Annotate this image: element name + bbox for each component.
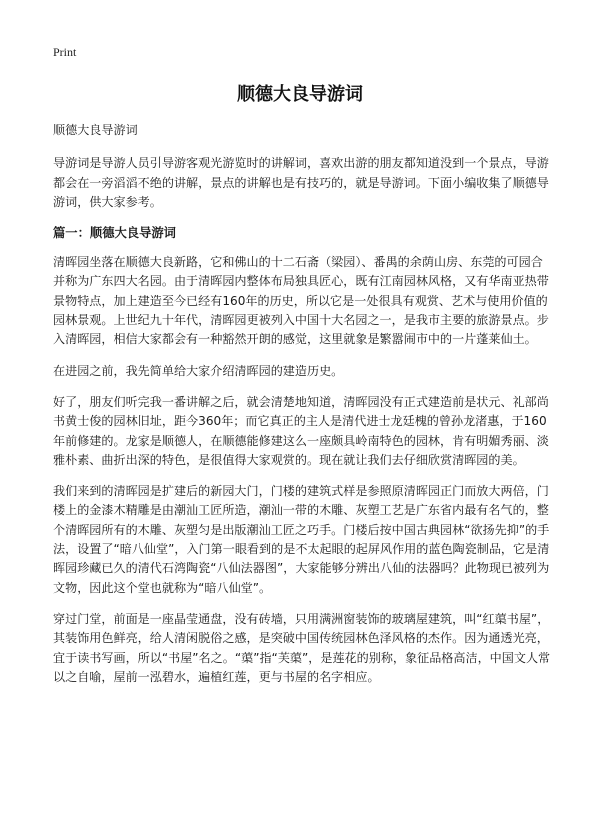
section-heading: 篇一：顺德大良导游词 [53, 226, 176, 241]
body-paragraph-2: 在进园之前，我先简单给大家介绍清晖园的建造历史。 [53, 363, 344, 378]
intro-paragraph: 导游词是导游人员引导游客观光游览时的讲解词，喜欢出游的朋友都知道没到一个景点，导游都会在一旁滔滔不绝的讲解，景点的讲解也是有技巧的，就是导游词。下面小编收集了顺德导游词，供大家参考。 [53, 156, 549, 209]
document-title: 顺德大良导游词 [237, 84, 363, 105]
document-body [53, 121, 553, 699]
document-subtitle: 顺德大良导游词 [53, 123, 138, 137]
body-paragraph-3: 好了，朋友们听完我一番讲解之后，就会清楚地知道，清晖园没有正式建造前是状元、礼部尚书黄士俊的园林旧址，距今360年；而它真正的主人是清代进士龙廷槐的曾孙龙渚惠，于160年前修建的。龙家是顺德人，在顺德能修建这么一座颇具岭南特色的园林，肯有明媚秀丽、淡雅朴素、曲折出深的特色，是很值得大家观赏的。现在就让我们去仔细欣赏清晖园的美。 [53, 394, 549, 467]
print-link[interactable]: Print [53, 45, 77, 59]
body-paragraph-4: 我们来到的清晖园是扩建后的新园大门，门楼的建筑式样是参照原清晖园正门而放大两倍，门楼上的金漆木精雕是由潮汕工匠所造，潮汕一带的木雕、灰塑工艺是广东省内最有名气的，整个清晖园所有的木雕、灰塑匀是出版潮汕工匠之巧手。门楼后按中国古典园林“欲扬先抑”的手法，设置了“暗八仙堂”，入门第一眼看到的是不太起眼的起屏风作用的蓝色陶瓷制品，它是清晖园珍藏已久的清代石湾陶瓷“八仙法器图”，大家能够分辨出八仙的法器吗？此物现已被列为文物，因此这个堂也就称为“暗八仙堂”。 [53, 484, 550, 595]
body-paragraph-5: 穿过门堂，前面是一座晶莹通盘，没有砖墙，只用满洲窗装饰的玻璃屋建筑，叫“红蕖书屋”，其装饰用色鲜亮，给人清闲脱俗之感，是突破中国传统园林色泽风格的杰作。因为通透光亮，宜于读书写画，所以“书屋”名之。“蕖”指“芙蕖”，是莲花的别称，象征品格高洁，中国文人常以之自喻，屋前一泓碧水，遍植红莲，更与书屋的名字相应。 [53, 611, 551, 684]
body-paragraph-1: 清晖园坐落在顺德大良新路，它和佛山的十二石斋（梁园）、番禺的余荫山房、东莞的可园合并称为广东四大名园。由于清晖园内整体布局独具匠心，既有江南园林风格，又有华南亚热带景物特点，加上建造至今已经有160年的历史，所以它是一处很具有观赏、艺术与使用价值的园林景观。上世纪九十年代，清晖园更被列入中国十大名园之一，是我市主要的旅游景点。步入清晖园，相信大家都会有一种豁然开朗的感觉，这里就象是繁嚣闹市中的一片蓬莱仙土。 [53, 255, 549, 347]
